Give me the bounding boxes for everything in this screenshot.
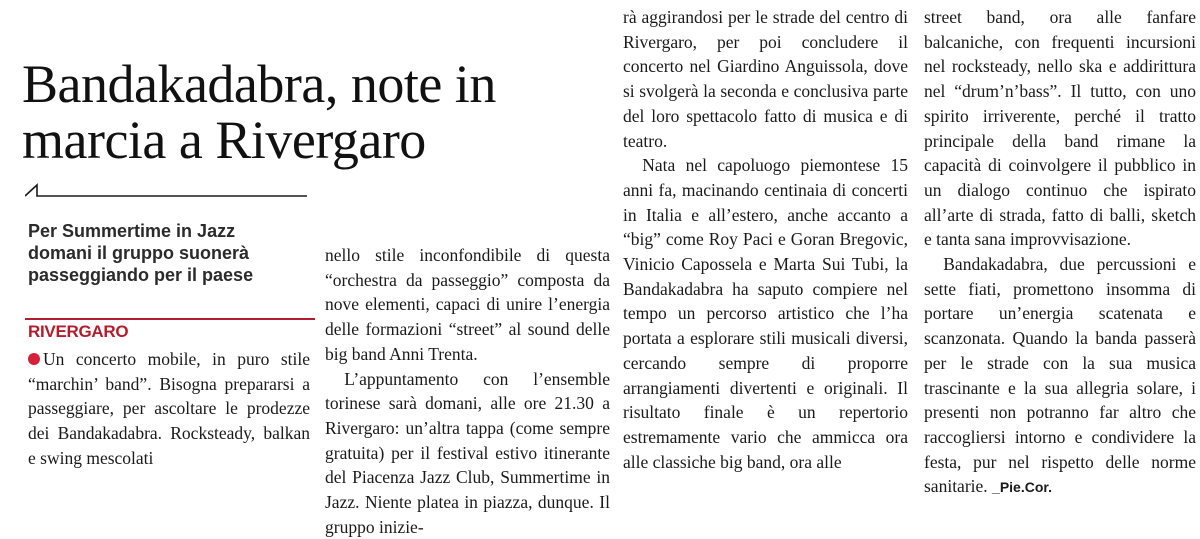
paragraph-text: Bandakadabra, due percussioni e sette fiati, promettono insomma di portare un’energia scatenata e scanzonata. Quando la banda passerà per le strade con la sua musica trascinante e la sua allegria solare, i presenti non potranno far altro che raccogliersi intorno e condividere la festa, pur nel rispetto delle norme sanitarie. xyxy=(924,254,1196,497)
column-1-text: Un concerto mobile, in puro stile “marchin’ band”. Bisogna prepararsi a passeggiare, per ascoltare le prodezze dei Bandakadabra. Rocksteady, balkan e swing mescolati xyxy=(28,349,310,468)
subheadline: Per Summertime in Jazz domani il gruppo suonerà passeggiando per il paese xyxy=(28,221,254,285)
paragraph: Nata nel capoluogo piemontese 15 anni fa, macinando centinaia di concerti in Italia e all’estero, anche accanto a “big” come Roy Paci e Goran Bregovic, Vinicio Capossela e Marta Sui Tubi, la Bandakadabra ha saputo compiere nel tempo un percorso artistico che l’ha portata a esplorare stili musicali diversi, cercando sempre di proporre arrangiamenti divertenti e originali. Il risultato finale è un repertorio estremamente vario che ammicca ora alle classiche big band, ora alle xyxy=(623,155,908,472)
bullet-dot-icon xyxy=(28,353,40,365)
column-4 xyxy=(924,5,1196,500)
column-1 xyxy=(28,347,310,471)
paragraph: nello stile inconfondibile di questa “orchestra da passeggio” composta da nove elementi, capaci di unire l’energia delle formazioni “street” al sound delle big band Anni Trenta. xyxy=(325,245,610,364)
author-signature: _Pie.Cor. xyxy=(992,479,1052,496)
headline: Bandakadabra, note in marcia a Rivergaro xyxy=(22,54,496,171)
paragraph xyxy=(28,347,310,471)
column-2 xyxy=(325,243,610,539)
column-3 xyxy=(623,5,908,474)
paragraph: street band, ora alle fanfare balcaniche, con frequenti incursioni nel rocksteady, nello ska e addirittura nel “drum’n’bass”. Il tutto, con uno spirito irriverente, perché il tratto principale della band rimane la capacità di coinvolgere il pubblico in un dialogo continuo che ispirato all’arte di strada, fatto di balli, sketch e tanta sana improvvisazione. xyxy=(924,7,1196,250)
location-tag: RIVERGARO xyxy=(28,322,129,341)
paragraph: rà aggirandosi per le strade del centro di Rivergaro, per poi concludere il concerto nel Giardino Anguissola, dove si svolgerà la seconda e conclusiva parte del loro spettacolo fatto di musica e di teatro. xyxy=(623,7,908,151)
paragraph: L’appuntamento con l’ensemble torinese sarà domani, alle ore 21.30 a Rivergaro: un’altra tappa (come sempre gratuita) per il festival estivo itinerante del Piacenza Jazz Club, Summertime in Jazz. Niente platea in piazza, dunque. Il gruppo inizie- xyxy=(325,368,610,537)
zigzag-rule-icon xyxy=(25,183,307,197)
location-rule xyxy=(25,318,315,320)
paragraph-with-signature xyxy=(924,252,1196,500)
